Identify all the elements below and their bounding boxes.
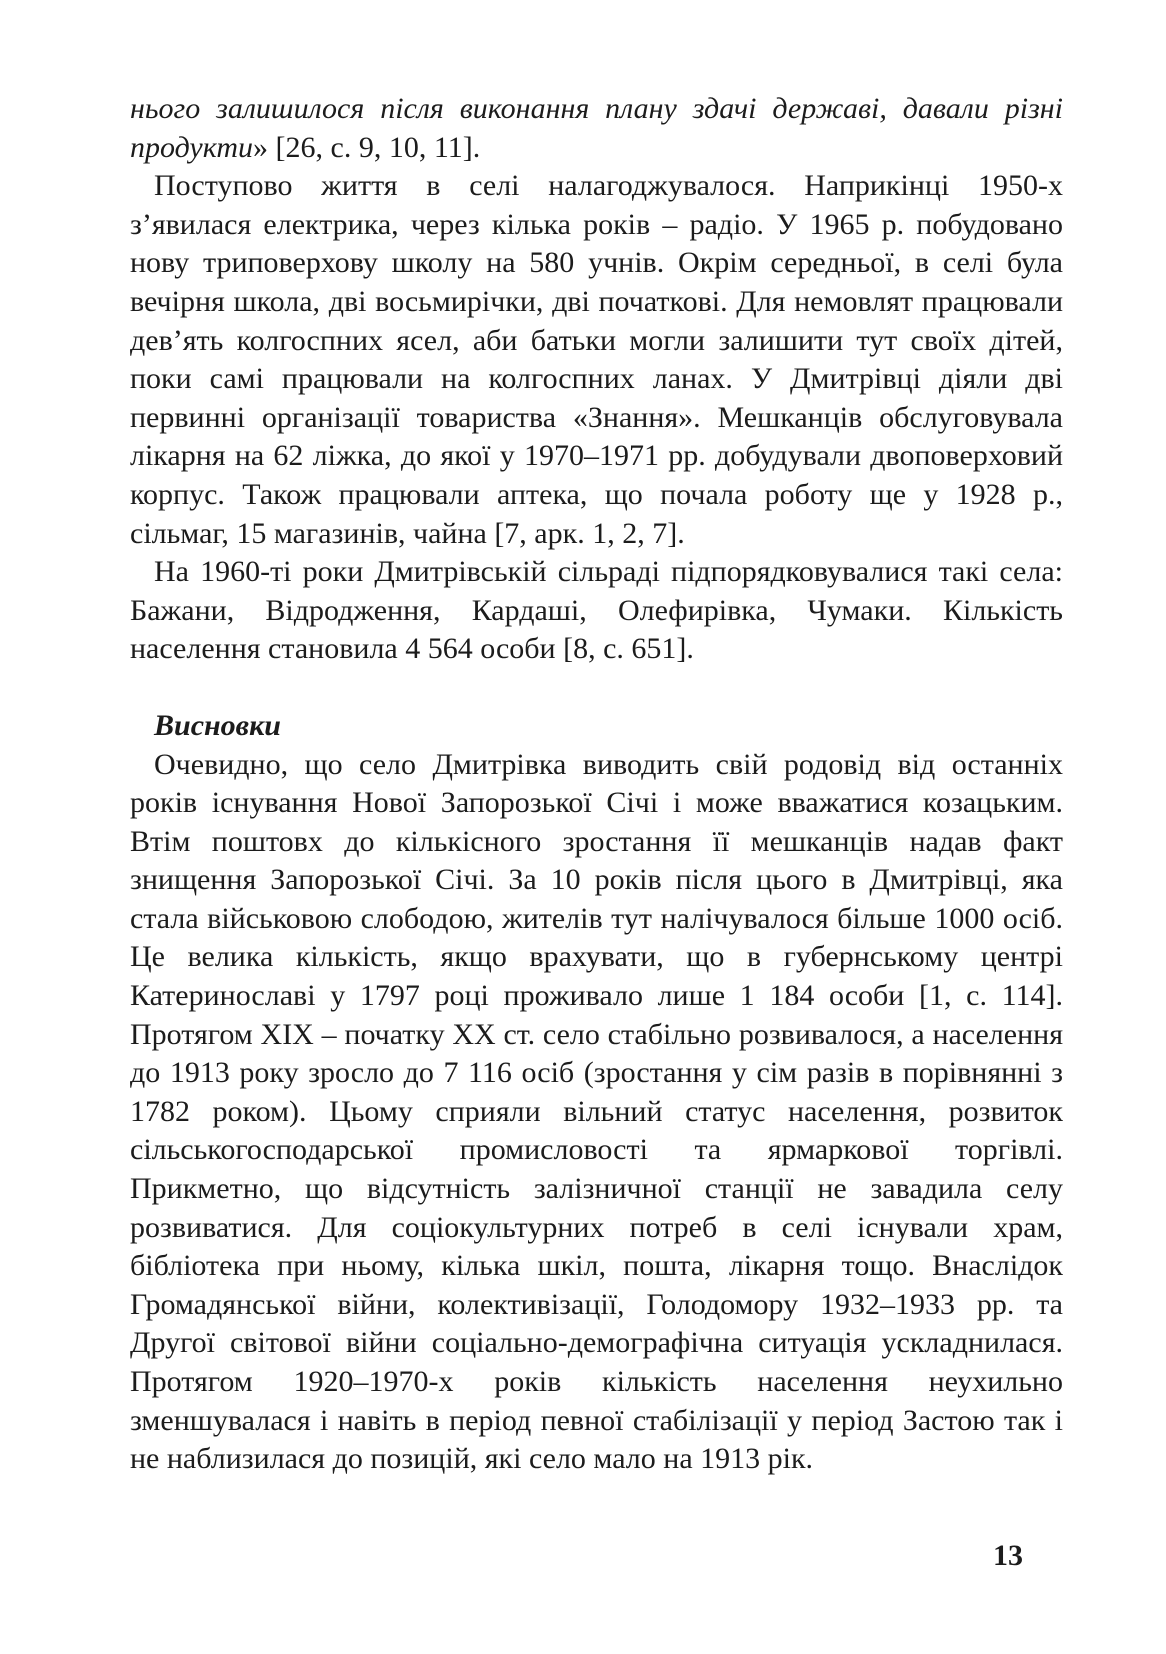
section-heading-conclusions: Висновки <box>154 708 281 742</box>
paragraph-village-life: Поступово життя в селі налагоджувалося. Наприкінці 1950-х з’явилася електрика, через кілька років – радіо. У 1965 р. побудовано нову триповерхову школу на 580 учнів. Окрім середньої, в селі була вечірня школа, дві восьмирічки, дві початкові. Для немовлят працювали дев’ять колгоспних ясел, аби батьки могли залишити тут своїх дітей, поки самі працювали на колгоспних ланах. У Дмитрівці діяли дві первинні організації товариства «Знання». Мешканців обслуговувала лікарня на 62 ліжка, до якої у 1970–1971 рр. добудували двоповерховий корпус. Також працювали аптека, що почала роботу ще у 1928 р., сільмаг, 15 магазинів, чайна [7, арк. 1, 2, 7]. <box>130 169 1063 550</box>
section-spacer <box>130 669 1063 707</box>
paragraph-conclusions: Очевидно, що село Дмитрівка виводить свій родовід від останніх років існування Нової Запорозької Січі і може вважатися козацьким. Втім поштовх до кількісного зростання її мешканців надав факт знищення Запорозької Січі. За 10 років після цього в Дмитрівці, яка стала військовою слободою, жителів тут налічувалося більше 1000 осіб. Це велика кількість, якщо врахувати, що в губернському центрі Катеринославі у 1797 році проживало лише 1 184 особи [1, с. 114]. Протягом ХІХ – початку ХХ ст. село стабільно розвивалося, а населення до 1913 року зросло до 7 116 осіб (зростання у сім разів в порівнянні з 1782 роком). Цьому сприяли вільний статус населення, розвиток сільськогосподарської промисловості та ярмаркової торгівлі. Прикметно, що відсутність залізничної станції не завадила селу розвиватися. Для соціокультурних потреб в селі існували храм, бібліотека при ньому, кілька шкіл, пошта, лікарня тощо. Внаслідок Громадянської війни, колективізації, Голодомору 1932–1933 рр. та Другої світової війни соціально-демографічна ситуація ускладнилася. Протягом 1920–1970-х років кількість населення неухильно зменшувалася і навіть в період певної стабілізації у період Застою так і не наблизилася до позицій, які село мало на 1913 рік. <box>130 747 1063 1476</box>
quote-italic-text: нього залишилося після виконання плану здачі державі, давали різні продукти <box>130 92 1063 164</box>
page-body <box>130 90 1063 1479</box>
page-number: 13 <box>993 1539 1023 1572</box>
paragraph-quote-continuation <box>130 90 1063 167</box>
quote-citation: » [26, с. 9, 10, 11]. <box>253 130 481 164</box>
paragraph-village-council: На 1960-ті роки Дмитрівській сільраді підпорядковувалися такі села: Бажани, Відродження, Кардаші, Олефирівка, Чумаки. Кількість населення становила 4 564 особи [8, с. 651]. <box>130 555 1063 666</box>
